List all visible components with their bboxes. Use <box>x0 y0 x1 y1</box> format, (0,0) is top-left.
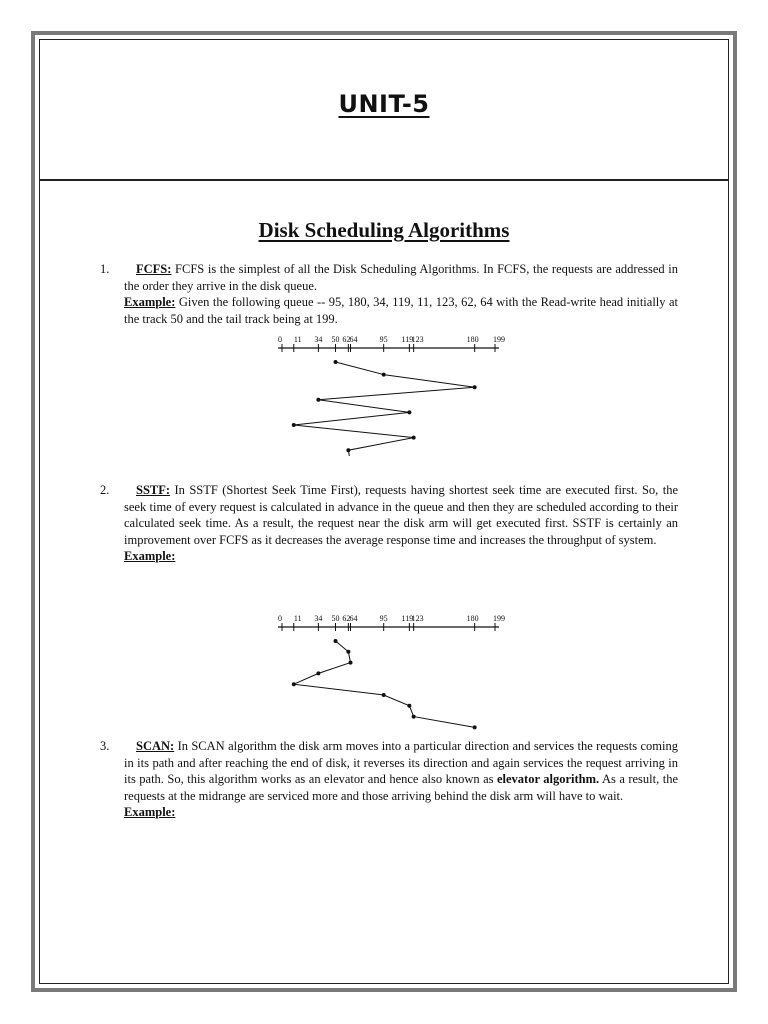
scan-bold-term: elevator algorithm. <box>496 772 600 786</box>
scan-text-b: As a result, the requests at the midrange are serviced more and those arriving behind the disk arm will have to wait. <box>124 772 678 803</box>
tick-label: 11 <box>293 335 302 344</box>
seek-point <box>349 661 353 665</box>
tick-label: 199 <box>493 335 505 344</box>
tick-label: 95 <box>379 614 388 623</box>
header-divider <box>40 179 728 181</box>
tick-label: 11 <box>293 614 302 623</box>
tick-label: 119 <box>401 335 414 344</box>
sstf-text: In SSTF (Shortest Seek Time First), requests having shortest seek time are executed first. So, the seek time of every request is calculated in advance in the queue and then they are scheduled according to their calculated seek time. As a result, the request near the disk arm will get executed first. SSTF is certainly an improvement over FCFS as it decreases the average response time and increases the throughput of system. <box>124 483 678 547</box>
tick-label: 34 <box>314 335 323 344</box>
sstf-example <box>124 548 678 565</box>
tick-label: 34 <box>314 614 323 623</box>
scan-paragraph <box>124 738 678 804</box>
tick-label: 180 <box>466 335 479 344</box>
tick-label: 95 <box>379 335 388 344</box>
fcfs-paragraph <box>124 261 678 294</box>
tick-label: 64 <box>349 614 358 623</box>
seek-point <box>473 725 477 729</box>
seek-point <box>412 715 416 719</box>
seek-point <box>382 373 386 377</box>
tick-label: 62 <box>342 335 351 344</box>
section-scan <box>100 738 678 821</box>
section-fcfs <box>100 261 678 327</box>
tick-label: 119 <box>401 614 414 623</box>
seek-point <box>473 385 477 389</box>
tick-label: 123 <box>411 614 424 623</box>
fcfs-label: FCFS: <box>136 262 172 276</box>
tick-label: 180 <box>466 614 479 623</box>
document-title: Disk Scheduling Algorithms <box>258 218 510 242</box>
fcfs-diagram <box>270 332 520 456</box>
fcfs-example-text: Given the following queue -- 95, 180, 34, 119, 11, 123, 62, 64 with the Read-write head initially at the track 50 and the tail track being at 199. <box>124 295 678 326</box>
section-sstf <box>100 482 678 565</box>
scan-example-label: Example: <box>124 805 176 819</box>
seek-point <box>316 671 320 675</box>
fcfs-example-label: Example: <box>124 295 176 309</box>
unit-title: UNIT-5 <box>338 90 430 118</box>
sstf-paragraph <box>124 482 678 548</box>
seek-point <box>334 639 338 643</box>
seek-point <box>407 704 411 708</box>
tick-label: 50 <box>331 614 340 623</box>
scan-text-a: In SCAN algorithm the disk arm moves into a particular direction and services the requests coming in its path and after reaching the end of disk, it reverses its direction and again services the request arriving in its path. So, this algorithm works as an elevator and hence also known as <box>124 739 678 786</box>
tick-label: 64 <box>349 335 358 344</box>
tick-label: 0 <box>278 335 282 344</box>
seek-path <box>294 641 475 727</box>
section-number: 1. <box>100 262 110 276</box>
seek-point <box>407 410 411 414</box>
section-number: 2. <box>100 483 110 497</box>
scan-example <box>124 804 678 821</box>
seek-point <box>382 693 386 697</box>
tick-label: 123 <box>411 335 424 344</box>
scan-label: SCAN: <box>136 739 175 753</box>
seek-point <box>412 436 416 440</box>
sstf-label: SSTF: <box>136 483 171 497</box>
sstf-diagram <box>270 611 520 735</box>
seek-point <box>346 448 350 452</box>
tick-label: 0 <box>278 614 282 623</box>
section-number: 3. <box>100 739 110 753</box>
fcfs-example <box>124 294 678 327</box>
fcfs-text: FCFS is the simplest of all the Disk Scheduling Algorithms. In FCFS, the requests are addressed in the order they arrive in the disk queue. <box>124 262 678 293</box>
tick-label: 50 <box>331 335 340 344</box>
seek-point <box>346 650 350 654</box>
tick-label: 62 <box>342 614 351 623</box>
seek-point <box>292 682 296 686</box>
sstf-example-label: Example: <box>124 549 176 563</box>
tick-label: 199 <box>493 614 505 623</box>
seek-point <box>334 360 338 364</box>
seek-point <box>316 398 320 402</box>
seek-point <box>292 423 296 427</box>
